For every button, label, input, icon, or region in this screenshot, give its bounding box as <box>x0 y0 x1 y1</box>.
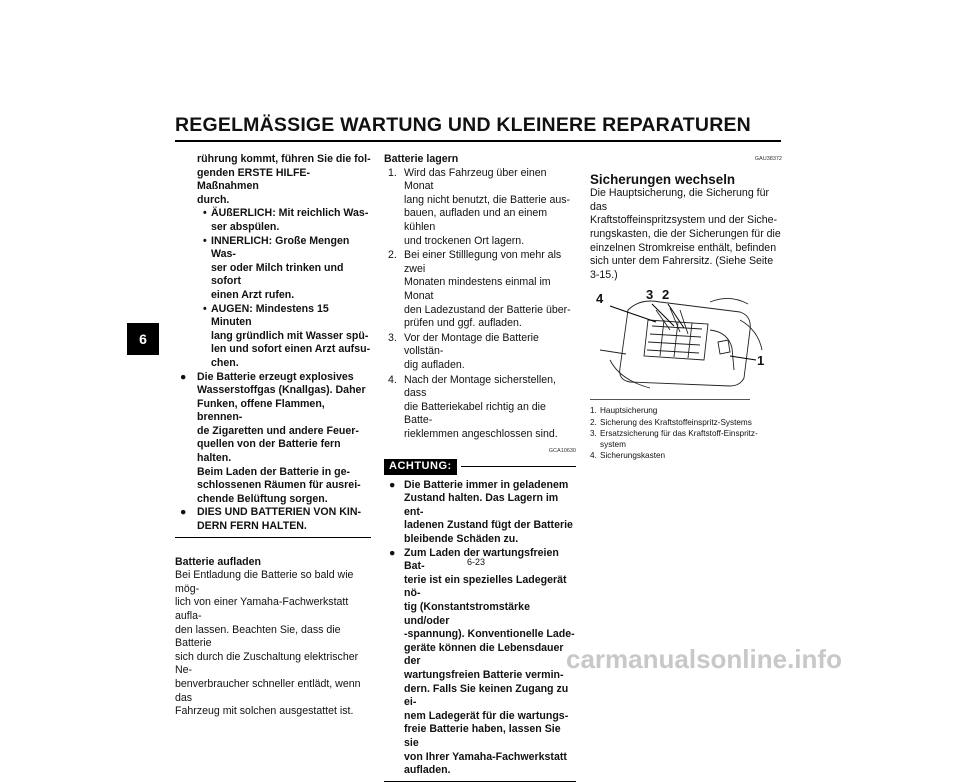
caution-bullet-charged: ● Die Batterie immer in geladenem Zustand halten. Das Lagern im ent- ladenen Zustand fügt der Batterie bleibende Schäden zu. <box>389 478 573 546</box>
warning-bullet-children: ● DIES UND BATTERIEN VON KIN- DERN FERN HALTEN. <box>180 506 362 533</box>
fuse-box-drawing <box>590 287 770 395</box>
chapter-tab: 6 <box>127 323 159 355</box>
caution-code: GCA10630 <box>548 448 576 455</box>
storage-step-1: 1. Wird das Fahrzeug über einen Monat lang nicht benutzt, die Batterie aus- bauen, aufladen und an einem kühlen und trockenen Ort lagern. <box>388 166 571 247</box>
storage-step-3: 3. Vor der Montage die Batterie vollstän- dig aufladen. <box>388 331 539 371</box>
title-rule <box>175 140 781 142</box>
callout-1: 1 <box>757 353 765 369</box>
fuse-intro: Die Hauptsicherung, die Sicherung für das Kraftstoffeinspritzsystem und der Siche- rungskasten, die der Sicherungen für die einzelnen Stromkreise enthält, befinden sich unter dem Fahrersitz. (Siehe Seite 3-15.) <box>590 187 781 281</box>
section-code: GAU38372 <box>754 156 782 162</box>
caution-bullet-charger: ● Zum Laden der wartungsfreien Bat- terie ist ein spezielles Ladegerät nö- tig (Konstantstromstärke und/oder -spannung). Konventionelle Lade- geräte können die Lebensdauer der wartungsfreien Batterie vermin- dern. Falls Sie keinen Zugang zu ei- nem Ladegerät für die wartungs- freie Batterie haben, lassen Sie sie von Ihrer Yamaha-Fachwerkstatt aufladen. <box>389 546 575 777</box>
storage-step-2: 2. Bei einer Stilllegung von mehr als zwei Monaten mindestens einmal im Monat den Ladezustand der Batterie über- prüfen und ggf. aufladen. <box>388 249 571 330</box>
fuse-illustration <box>590 287 770 395</box>
first-aid-external: • ÄUßERLICH: Mit reichlich Was- ser abspülen. <box>203 207 369 233</box>
middle-column <box>384 153 576 782</box>
caution-header <box>384 459 576 475</box>
caption-2: 2. Sicherung des Kraftstoffeinspritz-Systems <box>590 417 752 427</box>
storage-heading: Batterie lagern <box>384 153 459 165</box>
charge-heading: Batterie aufladen <box>175 555 261 568</box>
callout-2: 2 <box>662 287 670 303</box>
caution-label: ACHTUNG: <box>384 459 457 475</box>
watermark: carmanualsonline.info <box>566 644 842 674</box>
callout-3: 3 <box>646 287 654 303</box>
page-title: REGELMÄSSIGE WARTUNG UND KLEINERE REPARATUREN <box>175 114 751 136</box>
first-aid-internal: • INNERLICH: Große Mengen Was- ser oder Milch trinken und sofort einen Arzt rufen. <box>203 234 350 301</box>
section-heading: Sicherungen wechseln <box>590 171 736 187</box>
charge-paragraph: Bei Entladung die Batterie so bald wie mög- lich von einer Yamaha-Fachwerkstatt aufla- den lassen. Beachten Sie, dass die Batterie sich durch die Zuschaltung elektrischer Ne- benverbraucher schneller entlädt, wenn das Fahrzeug mit solchen ausgestattet ist. <box>175 569 361 718</box>
callout-4: 4 <box>596 291 604 307</box>
warning-continuation: rührung kommt, führen Sie die fol- genden ERSTE HILFE-Maßnahmen durch. • ÄUßERLICH: Mit reichlich Was- ser abspülen. • INNERLICH: Große Mengen Was- ser oder Milch trinken und sofort einen Arzt rufen. • AUGEN: Mindestens 15 Minuten lang gründlich mit Wasser spü- len und sofort einen Arzt aufsu- chen. <box>197 153 371 369</box>
page-number: 6-23 <box>467 557 486 567</box>
first-aid-eyes: • AUGEN: Mindestens 15 Minuten lang gründlich mit Wasser spü- len und sofort einen Arzt aufsu- chen. <box>203 302 371 369</box>
storage-step-4: 4. Nach der Montage sicherstellen, dass die Batteriekabel richtig an die Batte- rieklemmen angeschlossen sind. <box>388 373 558 440</box>
caption-4: 4. Sicherungskasten <box>590 450 666 460</box>
caption-3: 3. Ersatzsicherung für das Kraftstoff-Einspritz- system <box>590 429 758 449</box>
warning-bullet-gas: ● Die Batterie erzeugt explosives Wasserstoffgas (Knallgas). Daher Funken, offene Flammen, brennen- de Zigaretten und andere Feuer- quellen von der Batterie fern halten. Beim Laden der Batterie in ge- schlossenen Räumen für ausrei- chende Belüftung sorgen. <box>180 370 366 505</box>
caution-top-rule <box>461 466 576 467</box>
figure-captions <box>590 406 782 461</box>
caption-1: 1. Hauptsicherung <box>590 406 658 416</box>
left-column <box>175 153 371 719</box>
caption-rule <box>590 399 750 400</box>
right-column <box>590 153 782 462</box>
